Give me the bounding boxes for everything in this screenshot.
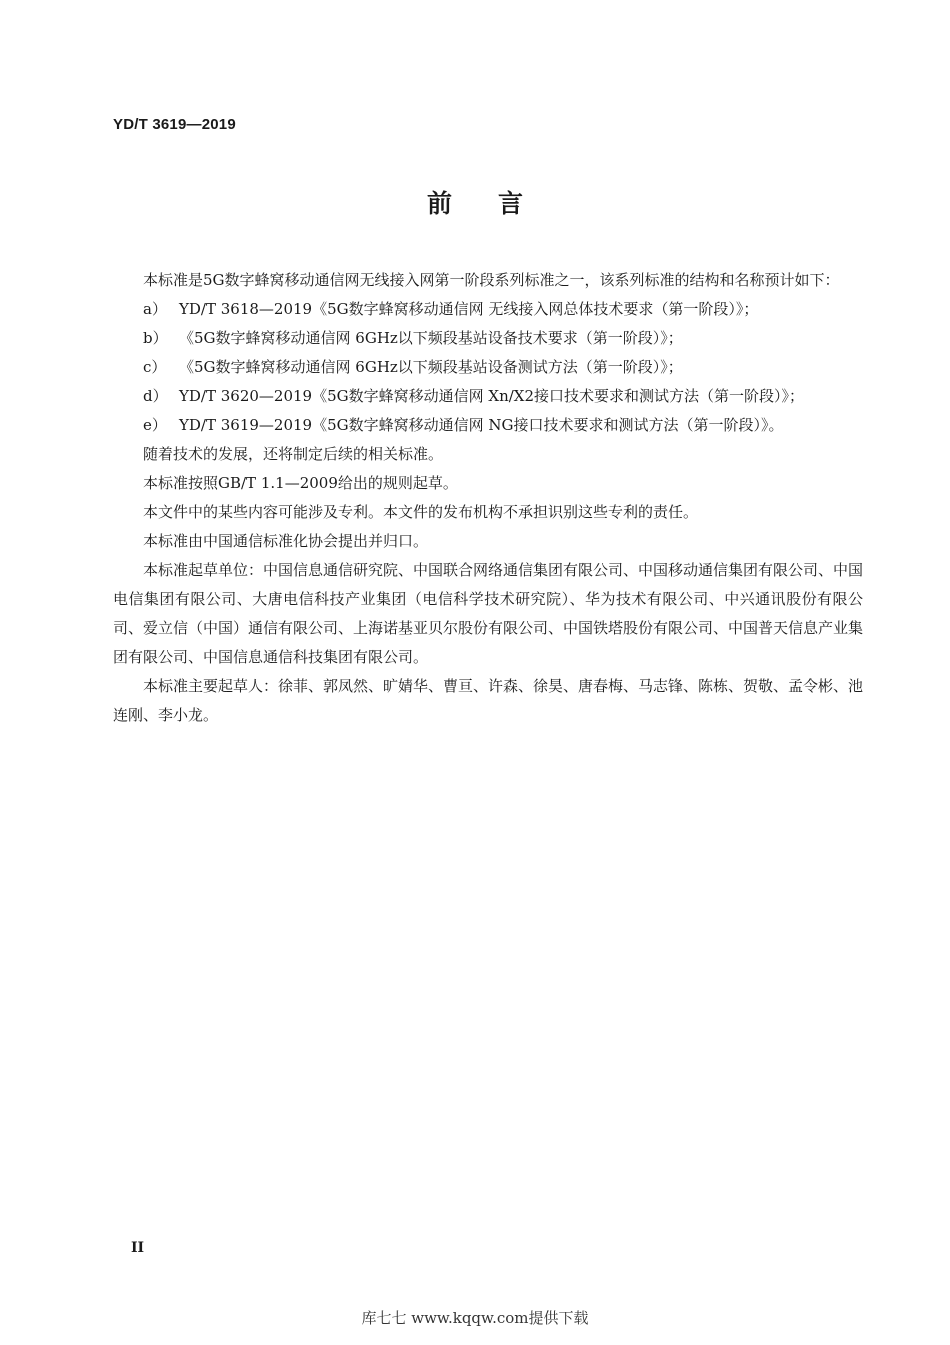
list-item-text: 《5G数字蜂窝移动通信网 6GHz以下频段基站设备技术要求（第一阶段）》；	[179, 329, 683, 347]
page-number: II	[131, 1240, 145, 1256]
list-item	[113, 353, 863, 382]
list-item-text: YD/T 3619—2019《5G数字蜂窝移动通信网 NG接口技术要求和测试方法（第一阶段）》。	[179, 416, 784, 434]
list-item-marker: a）	[143, 300, 167, 318]
paragraph-drafting-units: 本标准起草单位：中国信息通信研究院、中国联合网络通信集团有限公司、中国移动通信集团有限公司、中国电信集团有限公司、大唐电信科技产业集团（电信科学技术研究院）、华为技术有限公司、中兴通讯股份有限公司、爱立信（中国）通信有限公司、上海诺基亚贝尔股份有限公司、中国铁塔股份有限公司、中国普天信息产业集团有限公司、中国信息通信科技集团有限公司。	[113, 561, 864, 666]
document-code: YD/T 3619—2019	[113, 116, 236, 133]
list-item-text: 《5G数字蜂窝移动通信网 6GHz以下频段基站设备测试方法（第一阶段）》；	[179, 358, 683, 376]
paragraph-patent-notice: 本文件中的某些内容可能涉及专利。本文件的发布机构不承担识别这些专利的责任。	[143, 503, 699, 521]
footer-watermark: 库七七 www.kqqw.com提供下载	[361, 1309, 589, 1327]
list-item-text: YD/T 3618—2019《5G数字蜂窝移动通信网 无线接入网总体技术要求（第一阶段）》；	[179, 300, 759, 318]
list-item-marker: b）	[143, 329, 168, 347]
page-title: 前言	[426, 189, 569, 218]
list-item	[113, 382, 863, 411]
paragraph-drafters: 本标准主要起草人：徐菲、郭凤然、旷婧华、曹亘、许森、徐昊、唐春梅、马志锋、陈栋、贺敬、孟令彬、池连刚、李小龙。	[113, 677, 864, 724]
list-item-marker: d）	[143, 387, 168, 405]
list-item	[113, 295, 863, 324]
list-item	[113, 411, 863, 440]
paragraph-development: 随着技术的发展，还将制定后续的相关标准。	[143, 445, 444, 463]
list-item-marker: e）	[143, 416, 167, 434]
intro-paragraph: 本标准是5G数字蜂窝移动通信网无线接入网第一阶段系列标准之一，该系列标准的结构和名称预计如下：	[143, 271, 840, 289]
list-item-text: YD/T 3620—2019《5G数字蜂窝移动通信网 Xn/X2接口技术要求和测试方法（第一阶段）》；	[179, 387, 805, 405]
list-item-marker: c）	[143, 358, 167, 376]
paragraph-drafting-rules: 本标准按照GB/T 1.1—2009给出的规则起草。	[143, 474, 458, 492]
list-item	[113, 324, 863, 353]
document-body	[113, 266, 863, 730]
paragraph-proposer: 本标准由中国通信标准化协会提出并归口。	[143, 532, 429, 550]
